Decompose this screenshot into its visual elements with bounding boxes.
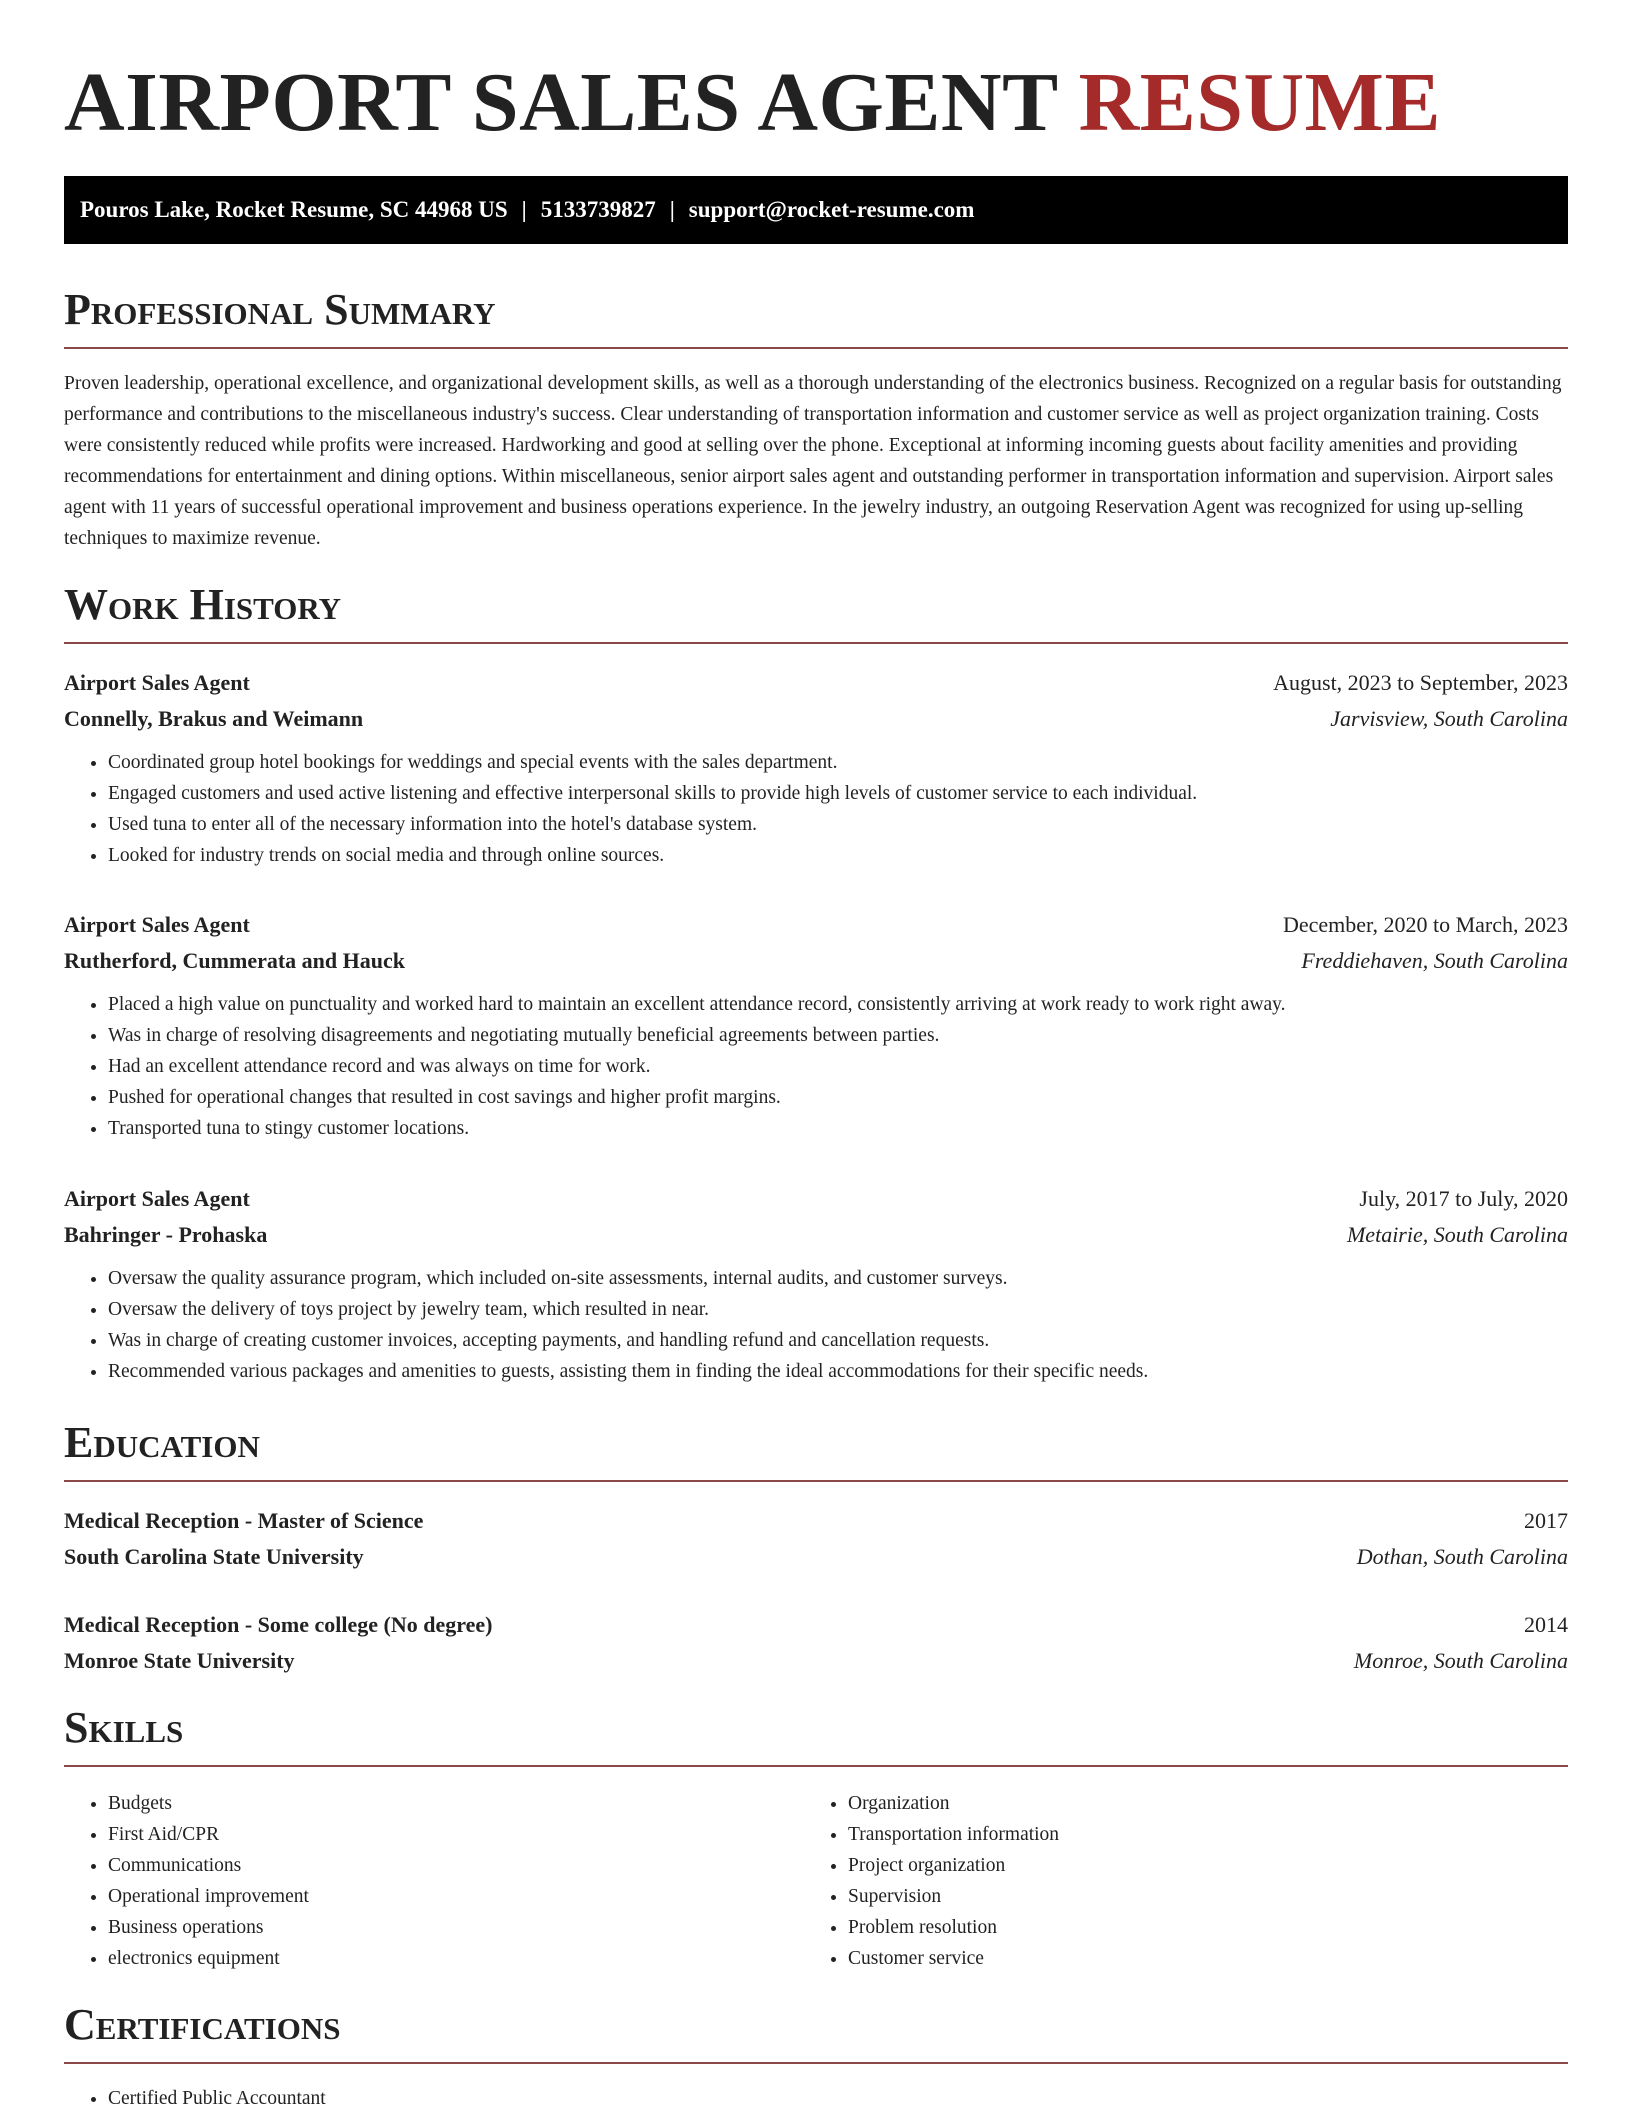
skill-item: • Communications: [108, 1850, 804, 1881]
certifications-heading: Certifications: [64, 2000, 1568, 2064]
resume-title-accent: RESUME: [1078, 56, 1441, 149]
list-item: • Was in charge of resolving disagreements and negotiating mutually beneficial agreements between parties.: [108, 1020, 1568, 1051]
list-item: • Transported tuna to stingy customer locations.: [108, 1113, 1568, 1144]
education-heading: Education: [64, 1418, 1568, 1482]
job-bullets: [64, 747, 1568, 871]
certifications-column: [64, 2083, 804, 2114]
job-entry: [64, 907, 1568, 1144]
education-entry: [64, 1503, 1568, 1575]
contact-phone: 5133739827: [540, 197, 656, 222]
job-title: Airport Sales Agent: [64, 670, 250, 695]
contact-separator: |: [521, 197, 527, 222]
list-item: • Engaged customers and used active listening and effective interpersonal skills to provide high levels of customer service to each individual.: [108, 778, 1568, 809]
skill-item: • Project organization: [848, 1850, 1544, 1881]
list-item: • Recommended various packages and amenities to guests, assisting them in finding the ideal accommodations for their specific needs.: [108, 1356, 1568, 1387]
list-item: • Oversaw the delivery of toys project by jewelry team, which resulted in near.: [108, 1294, 1568, 1325]
skill-item: • Operational improvement: [108, 1881, 804, 1912]
education-entry: [64, 1607, 1568, 1679]
job-company: Connelly, Brakus and Weimann: [64, 706, 364, 731]
job-company: Rutherford, Cummerata and Hauck: [64, 948, 405, 973]
education-year: 2017: [1524, 1508, 1568, 1533]
education-degree: Medical Reception - Some college (No degree): [64, 1612, 493, 1637]
job-company-row: [64, 1217, 1568, 1253]
education-school-row: [64, 1643, 1568, 1679]
education-header-row: [64, 1607, 1568, 1643]
skill-item: • Supervision: [848, 1881, 1544, 1912]
skill-item: • First Aid/CPR: [108, 1819, 804, 1850]
list-item: • Had an excellent attendance record and was always on time for work.: [108, 1051, 1568, 1082]
job-bullets: [64, 989, 1568, 1144]
list-item: • Oversaw the quality assurance program, which included on-site assessments, internal audits, and customer surveys.: [108, 1263, 1568, 1294]
summary-text: Proven leadership, operational excellence, and organizational development skills, as well as a thorough understanding of the electronics business. Recognized on a regular basis for outstanding performance and contributions to the miscellaneous industry's success. Clear understanding of transportation information and customer service as well as project organization training. Costs were consistently reduced while profits were increased. Hardworking and good at selling over the phone. Exceptional at informing incoming guests about facility amenities and providing recommendations for entertainment and dining options. Within miscellaneous, senior airport sales agent and outstanding performer in transportation information and supervision. Airport sales agent with 11 years of successful operational improvement and business operations experience. In the jewelry industry, an outgoing Reservation Agent was recognized for using up-selling techniques to maximize revenue.: [64, 373, 1562, 549]
education-degree: Medical Reception - Master of Science: [64, 1508, 424, 1533]
job-dates: December, 2020 to March, 2023: [1282, 912, 1568, 937]
job-company-row: [64, 943, 1568, 979]
skill-item: • Business operations: [108, 1912, 804, 1943]
job-dates: August, 2023 to September, 2023: [1273, 670, 1568, 695]
education-school-row: [64, 1539, 1568, 1575]
skill-item: • Problem resolution: [848, 1912, 1544, 1943]
job-header-row: [64, 665, 1568, 701]
job-company: Bahringer - Prohaska: [64, 1222, 268, 1247]
resume-title-main: AIRPORT SALES AGENT: [64, 56, 1058, 149]
list-item: • Looked for industry trends on social media and through online sources.: [108, 840, 1568, 871]
job-location: Freddiehaven, South Carolina: [1301, 948, 1568, 973]
skills-column-left: [64, 1788, 804, 1974]
skill-item: • Budgets: [108, 1788, 804, 1819]
job-header-row: [64, 907, 1568, 943]
education-school: South Carolina State University: [64, 1544, 364, 1569]
list-item: • Coordinated group hotel bookings for weddings and special events with the sales department.: [108, 747, 1568, 778]
contact-address: Pouros Lake, Rocket Resume, SC 44968 US: [80, 197, 508, 222]
skill-item: • Transportation information: [848, 1819, 1544, 1850]
job-title: Airport Sales Agent: [64, 912, 250, 937]
resume-title: [64, 55, 1441, 151]
skill-item: • Customer service: [848, 1943, 1544, 1974]
job-bullets: [64, 1263, 1568, 1387]
education-location: Monroe, South Carolina: [1353, 1648, 1568, 1673]
job-location: Metairie, South Carolina: [1346, 1222, 1568, 1247]
list-item: • Was in charge of creating customer invoices, accepting payments, and handling refund and cancellation requests.: [108, 1325, 1568, 1356]
contact-separator: |: [669, 197, 675, 222]
list-item: • Pushed for operational changes that resulted in cost savings and higher profit margins.: [108, 1082, 1568, 1113]
skills-list: [64, 1788, 1568, 1974]
job-dates: July, 2017 to July, 2020: [1359, 1186, 1568, 1211]
job-header-row: [64, 1181, 1568, 1217]
certifications-list: [64, 2083, 1568, 2114]
work-history-heading: Work History: [64, 580, 1568, 644]
education-school: Monroe State University: [64, 1648, 295, 1673]
education-header-row: [64, 1503, 1568, 1539]
job-entry: [64, 665, 1568, 871]
job-company-row: [64, 701, 1568, 737]
list-item: • Used tuna to enter all of the necessary information into the hotel's database system.: [108, 809, 1568, 840]
summary-heading: Professional Summary: [64, 285, 1568, 349]
skills-column-right: [804, 1788, 1544, 1974]
education-year: 2014: [1524, 1612, 1568, 1637]
skill-item: • electronics equipment: [108, 1943, 804, 1974]
job-title: Airport Sales Agent: [64, 1186, 250, 1211]
job-entry: [64, 1181, 1568, 1387]
contact-bar: [64, 176, 1568, 244]
certification-item: • Certified Public Accountant: [108, 2083, 804, 2114]
skill-item: • Organization: [848, 1788, 1544, 1819]
list-item: • Placed a high value on punctuality and worked hard to maintain an excellent attendance record, consistently arriving at work ready to work right away.: [108, 989, 1568, 1020]
education-location: Dothan, South Carolina: [1356, 1544, 1568, 1569]
contact-email: support@rocket-resume.com: [688, 197, 975, 222]
skills-heading: Skills: [64, 1703, 1568, 1767]
job-location: Jarvisview, South Carolina: [1330, 706, 1568, 731]
